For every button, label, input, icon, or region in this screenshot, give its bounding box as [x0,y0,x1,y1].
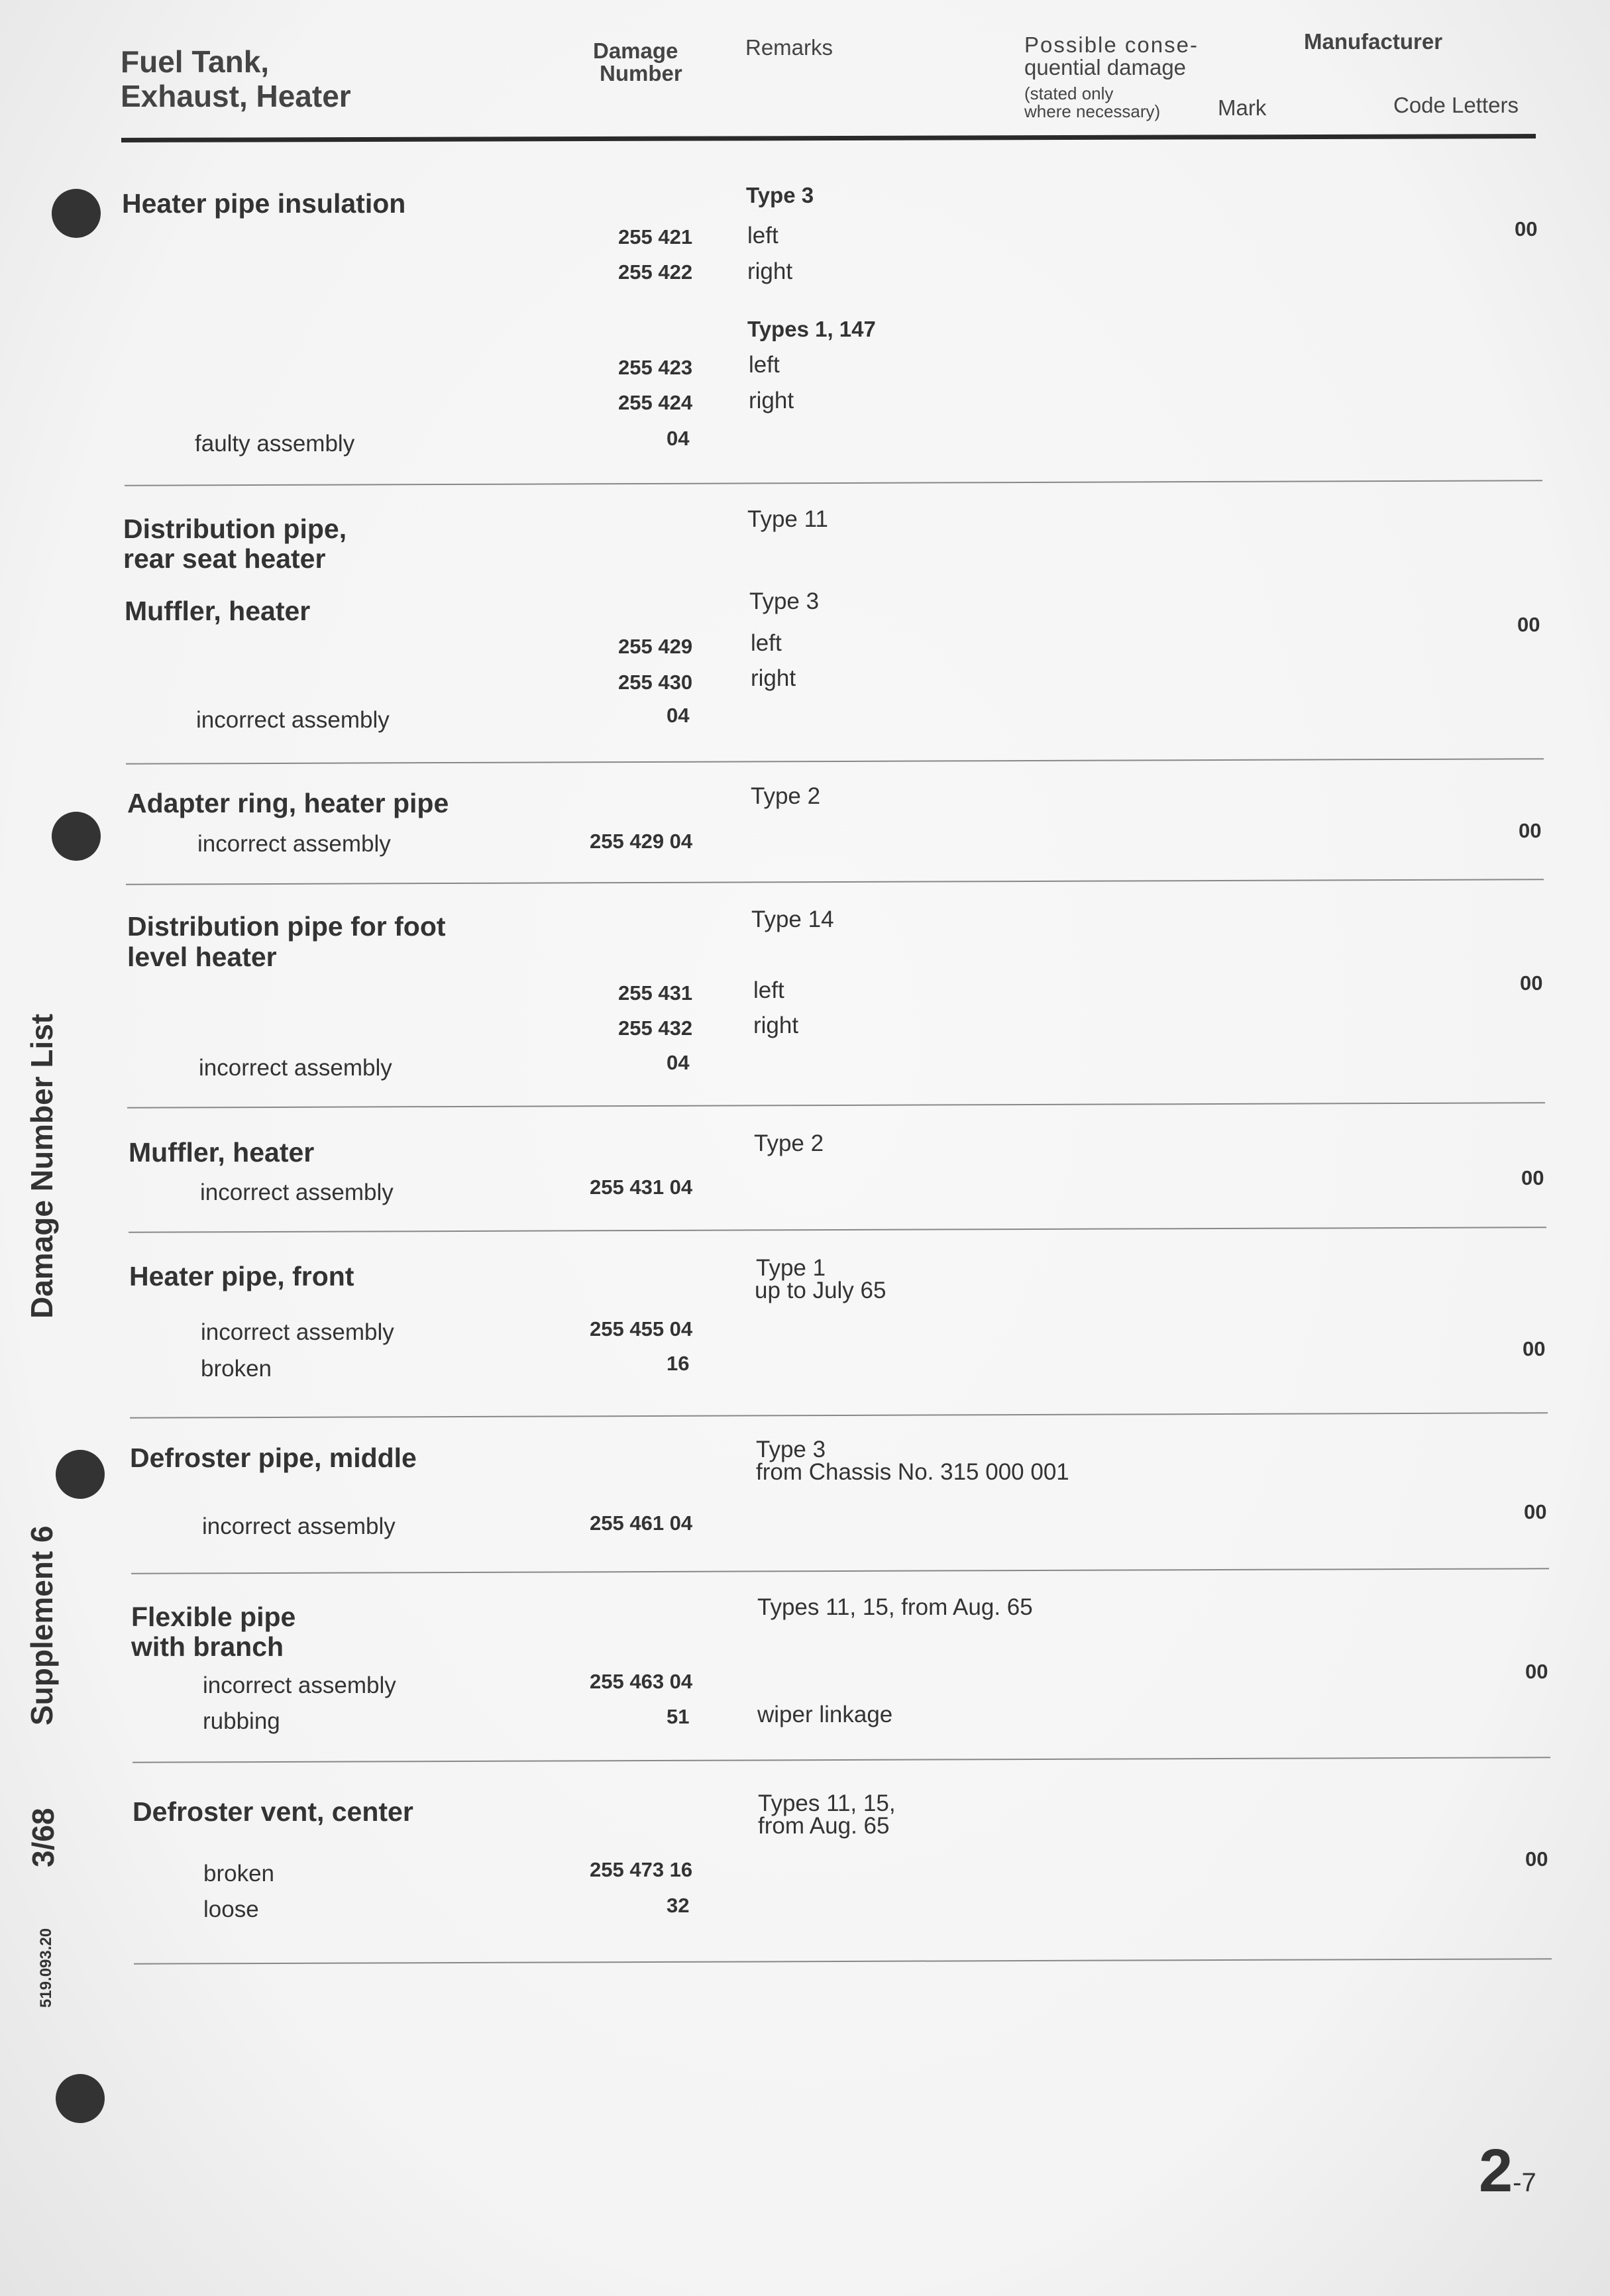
remark-type: Type 14 [751,906,834,932]
remark-type: Type 3 [756,1437,826,1462]
damage-code: 32 [667,1894,690,1917]
part-name: Distribution pipe for foot [127,911,446,942]
remark-type: Type 3 [749,588,820,614]
remark: right [751,665,796,691]
part-name: Muffler, heater [125,596,311,626]
condition: faulty assembly [195,431,355,457]
header-rule [121,134,1536,142]
binder-hole-3 [56,1450,105,1499]
condition: rubbing [203,1708,280,1734]
damage-number: 255 421 [618,225,693,248]
page-title-line-1: Fuel Tank, [121,44,270,79]
code-letters: 00 [1521,1166,1544,1189]
condition: incorrect assembly [196,707,390,733]
damage-number: 255 431 04 [590,1175,693,1199]
remark: from Chassis No. 315 000 001 [756,1459,1069,1485]
damage-code: 04 [667,704,690,727]
col-header-possible-3: (stated only [1024,83,1114,103]
section-divider [133,1757,1550,1763]
col-header-code-letters: Code Letters [1393,93,1519,117]
remark-type: Type 3 [746,183,814,207]
condition: incorrect assembly [200,1179,394,1205]
sidebar-date: 3/68 [26,1808,60,1867]
part-name: Defroster pipe, middle [130,1443,417,1473]
remark: from Aug. 65 [758,1813,890,1839]
condition: loose [203,1896,259,1922]
binder-hole-1 [52,189,101,238]
section-divider [125,480,1542,486]
page-number [1479,2136,1536,2206]
col-header-possible-2: quential damage [1024,55,1187,80]
col-header-damage-2: Number [600,61,682,85]
code-letters: 00 [1517,613,1540,636]
condition: incorrect assembly [197,831,391,857]
sidebar-doc-number: 519.093.20 [37,1928,55,2008]
remark-type: Types 1, 147 [747,317,876,341]
part-name: Flexible pipe [131,1602,296,1632]
code-letters: 00 [1515,217,1538,241]
damage-code: 16 [667,1352,690,1375]
damage-number: 255 431 [618,981,693,1005]
damage-number: 255 422 [618,260,693,284]
damage-number: 255 429 04 [590,830,693,853]
damage-number: 255 461 04 [590,1511,693,1535]
page-number-sub: -7 [1513,2168,1536,2197]
page-number-main: 2 [1479,2137,1513,2205]
condition: broken [201,1356,272,1382]
binder-hole-2 [52,812,101,861]
code-letters: 00 [1524,1500,1547,1523]
damage-number: 255 473 16 [590,1858,693,1881]
col-header-manufacturer: Manufacturer [1304,29,1443,54]
remark-type: Type 11 [747,506,828,532]
section-divider [134,1958,1552,1964]
remark: right [749,388,794,413]
remark: right [753,1012,799,1038]
damage-number: 255 430 [618,671,693,694]
col-header-remarks: Remarks [745,35,833,60]
code-letters: 00 [1520,971,1543,995]
binder-hole-4 [56,2074,105,2123]
remark: up to July 65 [755,1278,886,1303]
remark-type: Type 2 [754,1130,824,1156]
remark: left [751,630,782,656]
damage-number: 255 424 [618,391,693,414]
section-divider [129,1227,1546,1232]
code-letters: 00 [1525,1660,1548,1683]
remark: left [753,977,784,1003]
part-name: rear seat heater [123,543,326,574]
part-name: with branch [131,1631,284,1662]
remark: wiper linkage [757,1702,893,1727]
section-divider [130,1412,1548,1418]
remark-type: Type 1 [756,1255,826,1281]
code-letters: 00 [1523,1337,1546,1360]
remark-type: Types 11, 15, [758,1790,896,1816]
part-name: Heater pipe insulation [122,188,406,219]
condition: incorrect assembly [203,1672,396,1698]
section-divider [127,1102,1545,1108]
col-header-possible-4: where necessary) [1024,101,1161,121]
col-header-possible-1: Possible conse- [1024,32,1199,57]
condition: incorrect assembly [201,1319,394,1345]
part-name: Heater pipe, front [129,1261,354,1291]
condition: incorrect assembly [202,1513,396,1539]
part-name: Distribution pipe, [123,514,347,544]
part-name: Muffler, heater [129,1137,315,1168]
damage-code: 04 [667,1051,690,1074]
damage-number: 255 429 [618,635,693,658]
condition: broken [203,1861,275,1886]
damage-code: 51 [667,1705,690,1728]
page-title-line-2: Exhaust, Heater [121,79,351,113]
remark-type: Types 11, 15, from Aug. 65 [757,1594,1033,1620]
damage-number: 255 455 04 [590,1317,693,1340]
col-header-damage-1: Damage [593,38,678,63]
col-header-mark: Mark [1218,95,1267,120]
sidebar-supplement: Supplement 6 [25,1525,59,1725]
section-divider [131,1568,1549,1574]
remark-type: Type 2 [751,783,821,809]
remark: left [747,223,778,248]
remark: left [749,352,780,378]
code-letters: 00 [1519,819,1542,842]
part-name: level heater [127,942,277,972]
part-name: Defroster vent, center [133,1796,413,1827]
section-divider [126,879,1544,885]
damage-number: 255 463 04 [590,1670,693,1693]
sidebar-list-title: Damage Number List [25,1013,59,1319]
damage-number: 255 423 [618,356,693,379]
condition: incorrect assembly [199,1055,392,1081]
section-divider [126,758,1544,764]
remark: right [747,258,793,284]
damage-number: 255 432 [618,1016,693,1040]
damage-code: 04 [667,427,690,450]
part-name: Adapter ring, heater pipe [127,788,449,818]
code-letters: 00 [1525,1847,1548,1871]
